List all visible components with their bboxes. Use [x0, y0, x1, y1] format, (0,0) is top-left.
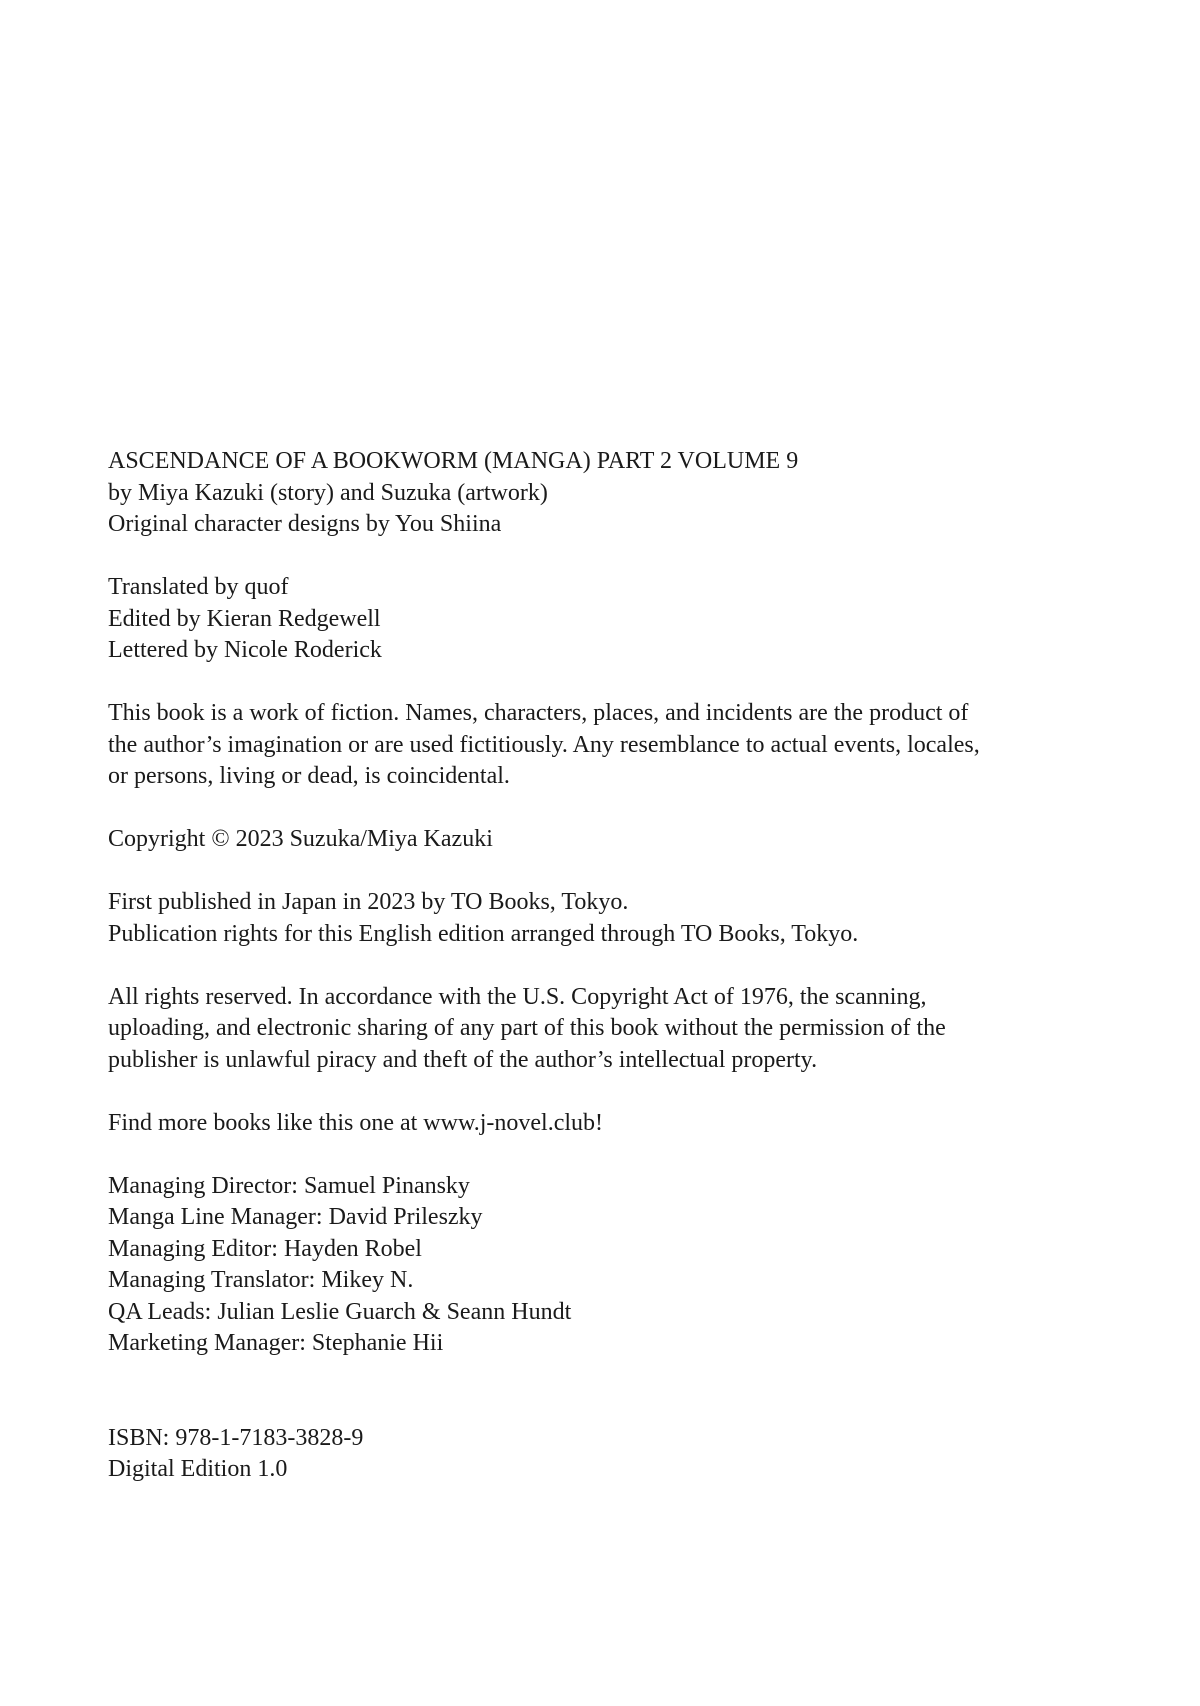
title-block: [108, 446, 1100, 541]
staff-managing-director: Managing Director: Samuel Pinansky: [108, 1172, 470, 1199]
rights-notice-line: uploading, and electronic sharing of any part of this book without the permission of the: [108, 1015, 946, 1041]
staff-managing-editor: Managing Editor: Hayden Robel: [108, 1235, 422, 1262]
staff-marketing-manager: Marketing Manager: Stephanie Hii: [108, 1330, 444, 1356]
character-designer-credit: Original character designs by You Shiina: [108, 511, 502, 537]
byline: by Miya Kazuki (story) and Suzuka (artwork): [108, 479, 548, 506]
rights-notice-line: All rights reserved. In accordance with the U.S. Copyright Act of 1976, the scanning,: [108, 983, 927, 1010]
editor-credit: Edited by Kieran Redgewell: [108, 605, 381, 632]
copyright-block: [108, 824, 1100, 856]
colophon-text: [108, 446, 1100, 1486]
translator-credit: Translated by quof: [108, 574, 289, 600]
localization-credits: [108, 572, 1100, 667]
rights-notice-line: publisher is unlawful piracy and theft of the author’s intellectual property.: [108, 1046, 818, 1073]
fiction-disclaimer-line: the author’s imagination or are used fictitiously. Any resemblance to actual events, locales,: [108, 731, 980, 758]
letterer-credit: Lettered by Nicole Roderick: [108, 637, 382, 663]
fiction-disclaimer: [108, 698, 1100, 793]
isbn: ISBN: 978-1-7183-3828-9: [108, 1424, 364, 1451]
first-published-line: First published in Japan in 2023 by TO Books, Tokyo.: [108, 889, 629, 915]
isbn-block: [108, 1423, 1100, 1486]
staff-list: [108, 1171, 1100, 1360]
promo-line: Find more books like this one at www.j-novel.club!: [108, 1109, 604, 1136]
rights-notice: [108, 982, 1100, 1077]
promo-block: [108, 1108, 1100, 1140]
staff-managing-translator: Managing Translator: Mikey N.: [108, 1267, 414, 1293]
publication-block: [108, 887, 1100, 950]
staff-manga-line-manager: Manga Line Manager: David Prileszky: [108, 1204, 483, 1230]
copyright-notice: Copyright © 2023 Suzuka/Miya Kazuki: [108, 826, 493, 852]
edition: Digital Edition 1.0: [108, 1456, 288, 1482]
fiction-disclaimer-line: This book is a work of fiction. Names, characters, places, and incidents are the product of: [108, 700, 969, 726]
fiction-disclaimer-line: or persons, living or dead, is coincidental.: [108, 763, 510, 789]
publication-rights-line: Publication rights for this English edition arranged through TO Books, Tokyo.: [108, 920, 859, 947]
book-title: ASCENDANCE OF A BOOKWORM (MANGA) PART 2 VOLUME 9: [108, 448, 799, 474]
staff-qa-leads: QA Leads: Julian Leslie Guarch & Seann Hundt: [108, 1298, 572, 1325]
